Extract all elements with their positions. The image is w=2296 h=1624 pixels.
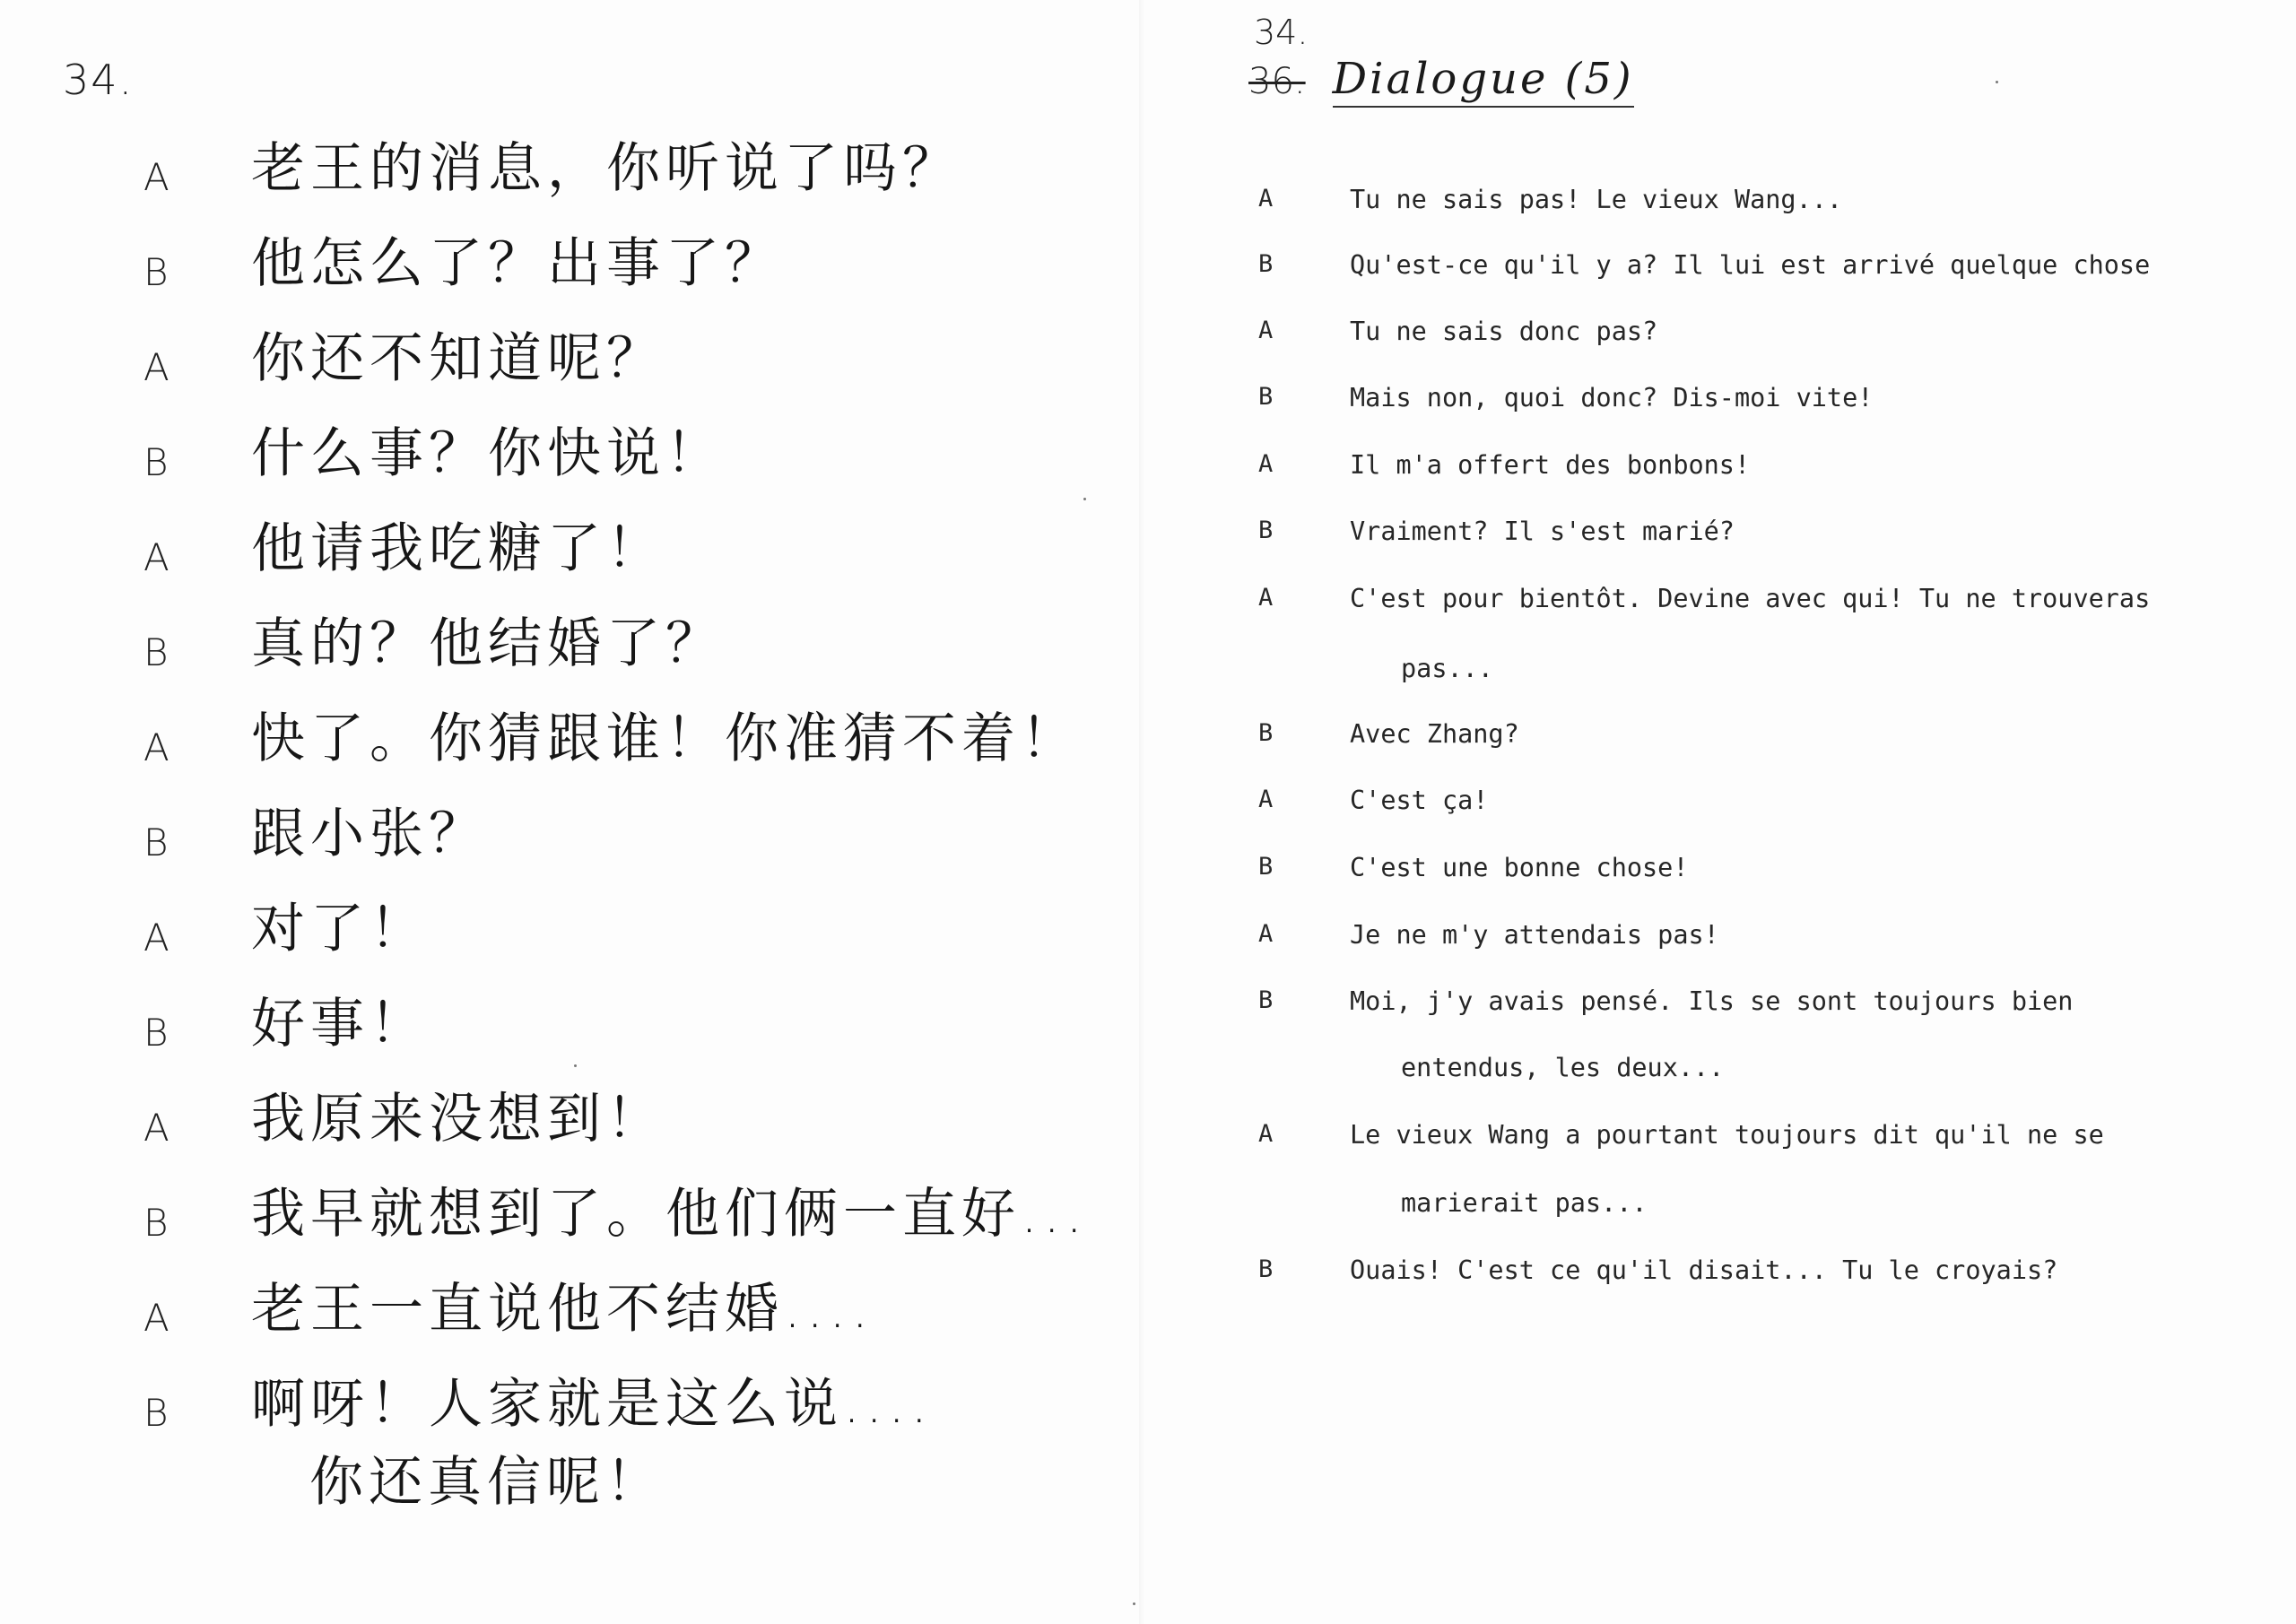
speaker-label: A	[144, 916, 170, 960]
speaker-label: A	[1258, 450, 1274, 478]
speaker-label: B	[1258, 517, 1274, 544]
right-page-number: 34.	[1254, 13, 1309, 52]
speaker-label: A	[144, 535, 170, 579]
speaker-label: B	[144, 1391, 169, 1435]
scan-speck	[1996, 81, 1998, 83]
dialogue-line	[0, 804, 1130, 894]
french-line: Tu ne sais pas! Le vieux Wang...	[1350, 185, 1843, 214]
chinese-line: 我早就想到了。他们俩一直好...	[251, 1183, 1089, 1246]
french-line: Le vieux Wang a pourtant toujours dit qu'il ne se	[1350, 1120, 2104, 1150]
french-line: Vraiment? Il s'est marié?	[1350, 517, 1735, 546]
dialogue-line	[0, 1090, 1130, 1179]
french-line: C'est pour bientôt. Devine avec qui! Tu ne trouveras	[1350, 584, 2151, 613]
speaker-label: A	[1258, 317, 1274, 344]
speaker-label: A	[1258, 786, 1274, 813]
dialogue-title: Dialogue (5)	[1333, 54, 1634, 108]
page-gutter	[1139, 0, 1144, 1624]
french-line: Je ne m'y attendais pas!	[1350, 920, 1719, 950]
dialogue-line	[0, 709, 1130, 799]
speaker-label: B	[144, 250, 169, 294]
chinese-line: 他怎么了？出事了？	[251, 232, 784, 295]
speaker-label: B	[1258, 383, 1274, 411]
dialogue-line	[0, 614, 1130, 704]
french-line-continuation: pas...	[1401, 654, 1493, 683]
speaker-label: A	[1258, 1120, 1274, 1148]
scan-speck	[574, 1064, 577, 1067]
speaker-label: B	[144, 440, 169, 484]
french-line: Qu'est-ce qu'il y a? Il lui est arrivé quelque chose	[1350, 250, 2151, 280]
french-line: Mais non, quoi donc? Dis-moi vite!	[1350, 383, 1874, 413]
french-line: C'est ça!	[1350, 786, 1489, 815]
speaker-label: A	[1258, 185, 1274, 213]
speaker-label: B	[144, 1011, 169, 1055]
chinese-line: 好事！	[251, 993, 429, 1055]
chinese-line: 真的？他结婚了？	[251, 612, 725, 675]
french-line: Il m'a offert des bonbons!	[1350, 450, 1751, 480]
french-line: C'est une bonne chose!	[1350, 853, 1689, 882]
chinese-line: 老王一直说他不结婚....	[251, 1278, 874, 1341]
speaker-label: A	[144, 725, 170, 769]
dialogue-line	[0, 899, 1130, 989]
chinese-line: 老王的消息，你听说了吗？	[251, 137, 961, 200]
speaker-label: A	[144, 345, 170, 389]
speaker-label: A	[1258, 920, 1274, 948]
scan-speck	[1133, 1602, 1135, 1605]
speaker-label: B	[1258, 853, 1274, 881]
chinese-line: 你还不知道呢？	[251, 327, 665, 390]
left-page-number: 34.	[63, 56, 135, 104]
dialogue-line	[0, 329, 1130, 419]
speaker-label: B	[144, 630, 169, 674]
speaker-label: A	[144, 155, 170, 199]
speaker-label: A	[144, 1296, 170, 1340]
chinese-line: 啊呀！人家就是这么说....	[251, 1373, 934, 1436]
right-page-header	[1248, 54, 1634, 108]
speaker-label: B	[1258, 250, 1274, 278]
chinese-line: 他请我吃糖了！	[251, 517, 665, 580]
chinese-line: 快了。你猜跟谁！你准猜不着！	[251, 708, 1080, 770]
french-line: Avec Zhang?	[1350, 719, 1519, 749]
french-line: Ouais! C'est ce qu'il disait... Tu le croyais?	[1350, 1255, 2058, 1285]
speaker-label: B	[1258, 719, 1274, 747]
dialogue-line	[0, 139, 1130, 229]
struck-page-number: 36.	[1248, 61, 1306, 102]
chinese-line: 我原来没想到！	[251, 1088, 665, 1151]
french-line-continuation: marierait pas...	[1401, 1188, 1648, 1218]
chinese-line: 跟小张？	[251, 803, 488, 865]
speaker-label: B	[144, 1201, 169, 1245]
speaker-label: B	[144, 821, 169, 864]
scan-speck	[1083, 498, 1086, 500]
dialogue-line	[0, 1185, 1130, 1274]
speaker-label: A	[1258, 584, 1274, 612]
dialogue-line	[0, 234, 1130, 324]
dialogue-line	[0, 424, 1130, 514]
dialogue-line	[0, 994, 1130, 1084]
dialogue-line	[0, 1280, 1130, 1369]
french-line-continuation: entendus, les deux...	[1401, 1053, 1725, 1082]
french-line: Moi, j'y avais pensé. Ils se sont toujours bien	[1350, 986, 2074, 1016]
french-line: Tu ne sais donc pas?	[1350, 317, 1658, 346]
speaker-label: B	[1258, 986, 1274, 1014]
dialogue-line	[0, 519, 1130, 609]
chinese-line: 对了！	[251, 898, 429, 960]
speaker-label: B	[1258, 1255, 1274, 1283]
speaker-label: A	[144, 1106, 170, 1150]
chinese-line-continuation: 你还真信呢！	[309, 1451, 665, 1514]
chinese-line: 什么事？你快说！	[251, 422, 725, 485]
